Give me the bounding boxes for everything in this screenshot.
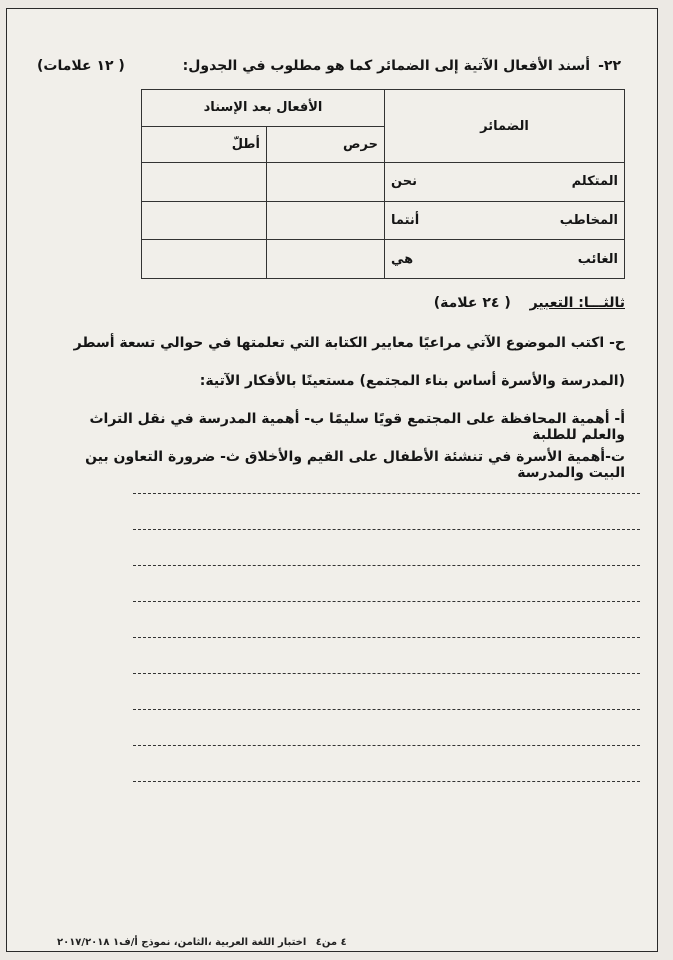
pronouns-header-cell: [385, 90, 625, 163]
writing-line[interactable]: [133, 745, 640, 746]
answer-cell[interactable]: [267, 240, 385, 279]
answer-cell[interactable]: [142, 201, 267, 240]
table-row: [142, 240, 625, 279]
pronoun-label: هي: [385, 240, 503, 279]
writing-line[interactable]: [133, 601, 640, 602]
pronoun-label: نحن: [385, 163, 503, 202]
answer-cell[interactable]: [267, 201, 385, 240]
table-row: [142, 201, 625, 240]
person-label: المخاطب: [503, 201, 625, 240]
answer-cell[interactable]: [142, 240, 267, 279]
section-title-row: [47, 295, 625, 311]
writing-task: ح- اكتب الموضوع الآتي مراعيًا معايير الكتابة التي تعلمتها في حوالي تسعة أسطر: [73, 335, 625, 351]
writing-line[interactable]: [133, 493, 640, 494]
question-instruction: أسند الأفعال الآتية إلى الضمائر كما هو مطلوب في الجدول:: [182, 58, 591, 74]
section-title: ثالثـــا: التعبير: [529, 295, 625, 311]
answer-cell[interactable]: [267, 163, 385, 202]
writing-line[interactable]: [133, 709, 640, 710]
page-number: ٤ من٤: [315, 937, 347, 948]
verbs-header-cell: [142, 90, 385, 127]
verbs-header: الأفعال بعد الإسناد: [203, 100, 323, 116]
section-marks: ( ٢٤ علامة): [433, 295, 511, 311]
verb-1: حرص: [267, 126, 385, 163]
question-marks: ( ١٢ علامات): [37, 58, 125, 74]
ideas-line-2: ت-أهمية الأسرة في تنشئة الأطفال على القيم والأخلاق ث- ضرورة التعاون بين البيت والمدرسة: [85, 449, 625, 481]
exam-page: [6, 8, 658, 952]
ideas-line-1: أ- أهمية المحافظة على المجتمع قويًا سليمًا ب- أهمية المدرسة في نقل التراث والعلم للطلبة: [89, 411, 625, 443]
answer-cell[interactable]: [142, 163, 267, 202]
question-header: [37, 55, 621, 77]
writing-line[interactable]: [133, 565, 640, 566]
pronouns-header: الضمائر: [480, 118, 529, 134]
writing-line[interactable]: [133, 529, 640, 530]
person-label: الغائب: [503, 240, 625, 279]
table-row: [142, 163, 625, 202]
question-title: [183, 58, 621, 74]
question-number: ٢٢-: [598, 58, 621, 74]
writing-line[interactable]: [133, 637, 640, 638]
person-label: المتكلم: [503, 163, 625, 202]
writing-line[interactable]: [133, 673, 640, 674]
verb-2: أطلّ: [142, 126, 267, 163]
writing-topic: (المدرسة والأسرة أساس بناء المجتمع) مستعينًا بالأفكار الآتية:: [199, 373, 625, 389]
pronoun-label: أنتما: [385, 201, 503, 240]
page-footer: [57, 937, 417, 948]
exam-info: اختبار اللغة العربية ،الثامن، نموذج أ/ف١ ٢٠١٧/٢٠١٨: [57, 937, 307, 948]
writing-line[interactable]: [133, 781, 640, 782]
pronouns-table: [141, 89, 625, 279]
